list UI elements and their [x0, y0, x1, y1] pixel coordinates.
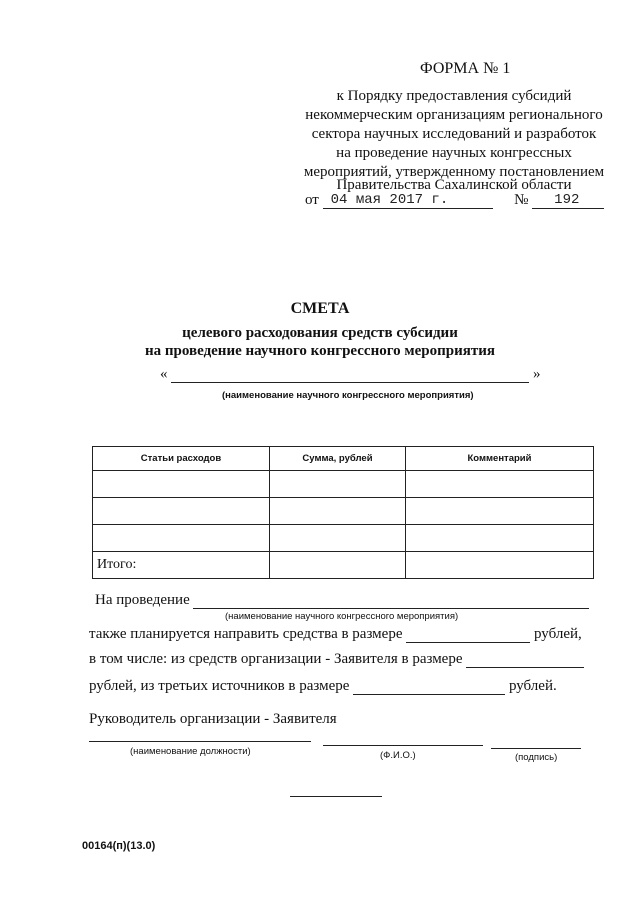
funding-event-line: [193, 594, 589, 609]
quote-close: »: [533, 366, 541, 382]
table-header-row: [93, 447, 594, 471]
table-cell: [406, 471, 594, 498]
funding-line-2-suffix: рублей,: [533, 626, 582, 642]
position-caption: (наименование должности): [130, 746, 251, 757]
table-cell: [93, 498, 270, 525]
document-title: СМЕТА: [290, 300, 350, 317]
funding-line-2: [89, 626, 582, 643]
signature-line: [491, 748, 581, 749]
date-prefix: от: [305, 192, 319, 208]
name-caption: (Ф.И.О.): [380, 750, 416, 761]
number-value: 192: [554, 192, 580, 208]
header-line-2: некоммерческим организациям регионального: [305, 107, 603, 123]
form-number-label: ФОРМА № 1: [420, 60, 511, 77]
table-cell: [406, 525, 594, 552]
date-value: 04 мая 2017 г.: [330, 192, 449, 208]
budget-table: [92, 446, 594, 579]
quote-open: «: [160, 366, 168, 382]
event-name-caption: (наименование научного конгрессного мероприятия): [222, 390, 474, 401]
funding-line-2-text: также планируется направить средства в размере: [89, 626, 403, 642]
table-row: [93, 498, 594, 525]
table-cell: [93, 471, 270, 498]
funding-line-3: [89, 651, 584, 668]
table-cell: [270, 471, 406, 498]
header-line-6: Правительства Сахалинской области: [336, 177, 572, 193]
table-cell: [270, 498, 406, 525]
table-cell: [270, 552, 406, 579]
funding-event-caption: (наименование научного конгрессного мероприятия): [225, 611, 459, 622]
table-cell: [406, 552, 594, 579]
date-field: [323, 191, 493, 209]
table-cell: [270, 525, 406, 552]
document-code: 00164(п)(13.0): [82, 840, 156, 852]
table-cell: [93, 525, 270, 552]
number-label: №: [514, 192, 529, 208]
header-line-1: к Порядку предоставления субсидий: [336, 88, 572, 104]
funding-line-4-suffix: рублей.: [508, 678, 557, 694]
funding-line-1: [95, 592, 589, 609]
header-line-5: мероприятий, утвержденному постановлением: [303, 164, 605, 180]
funding-line-1-text: На проведение: [95, 592, 190, 608]
signature-caption: (подпись): [515, 752, 558, 763]
table-row: [93, 471, 594, 498]
position-line: [89, 741, 311, 742]
header-line-4: на проведение научных конгрессных: [336, 145, 572, 161]
funding-line-4: [89, 678, 557, 695]
event-name-line: [171, 368, 529, 383]
table-cell: [406, 498, 594, 525]
total-amount-line: [406, 628, 530, 643]
number-field: [532, 191, 604, 209]
table-total-row: [93, 552, 594, 579]
column-header-expense-items: Статьи расходов: [93, 447, 270, 471]
event-name-row: [160, 366, 541, 383]
header-line-3: сектора научных исследований и разработок: [311, 126, 597, 142]
applicant-amount-line: [466, 653, 584, 668]
signature-heading: Руководитель организации - Заявителя: [89, 711, 337, 727]
column-header-comment: Комментарий: [406, 447, 594, 471]
document-subtitle-2: на проведение научного конгрессного мероприятия: [145, 343, 495, 359]
decree-date-row: [305, 191, 604, 209]
table-row: [93, 525, 594, 552]
third-party-amount-line: [353, 680, 505, 695]
separator-line: [290, 796, 382, 797]
funding-line-4-text: рублей, из третьих источников в размере: [89, 678, 350, 694]
name-line: [323, 745, 483, 746]
funding-line-3-text: в том числе: из средств организации - Заявителя в размере: [89, 651, 463, 667]
total-label: Итого:: [93, 552, 270, 579]
column-header-amount: Сумма, рублей: [270, 447, 406, 471]
document-subtitle-1: целевого расходования средств субсидии: [182, 325, 458, 341]
